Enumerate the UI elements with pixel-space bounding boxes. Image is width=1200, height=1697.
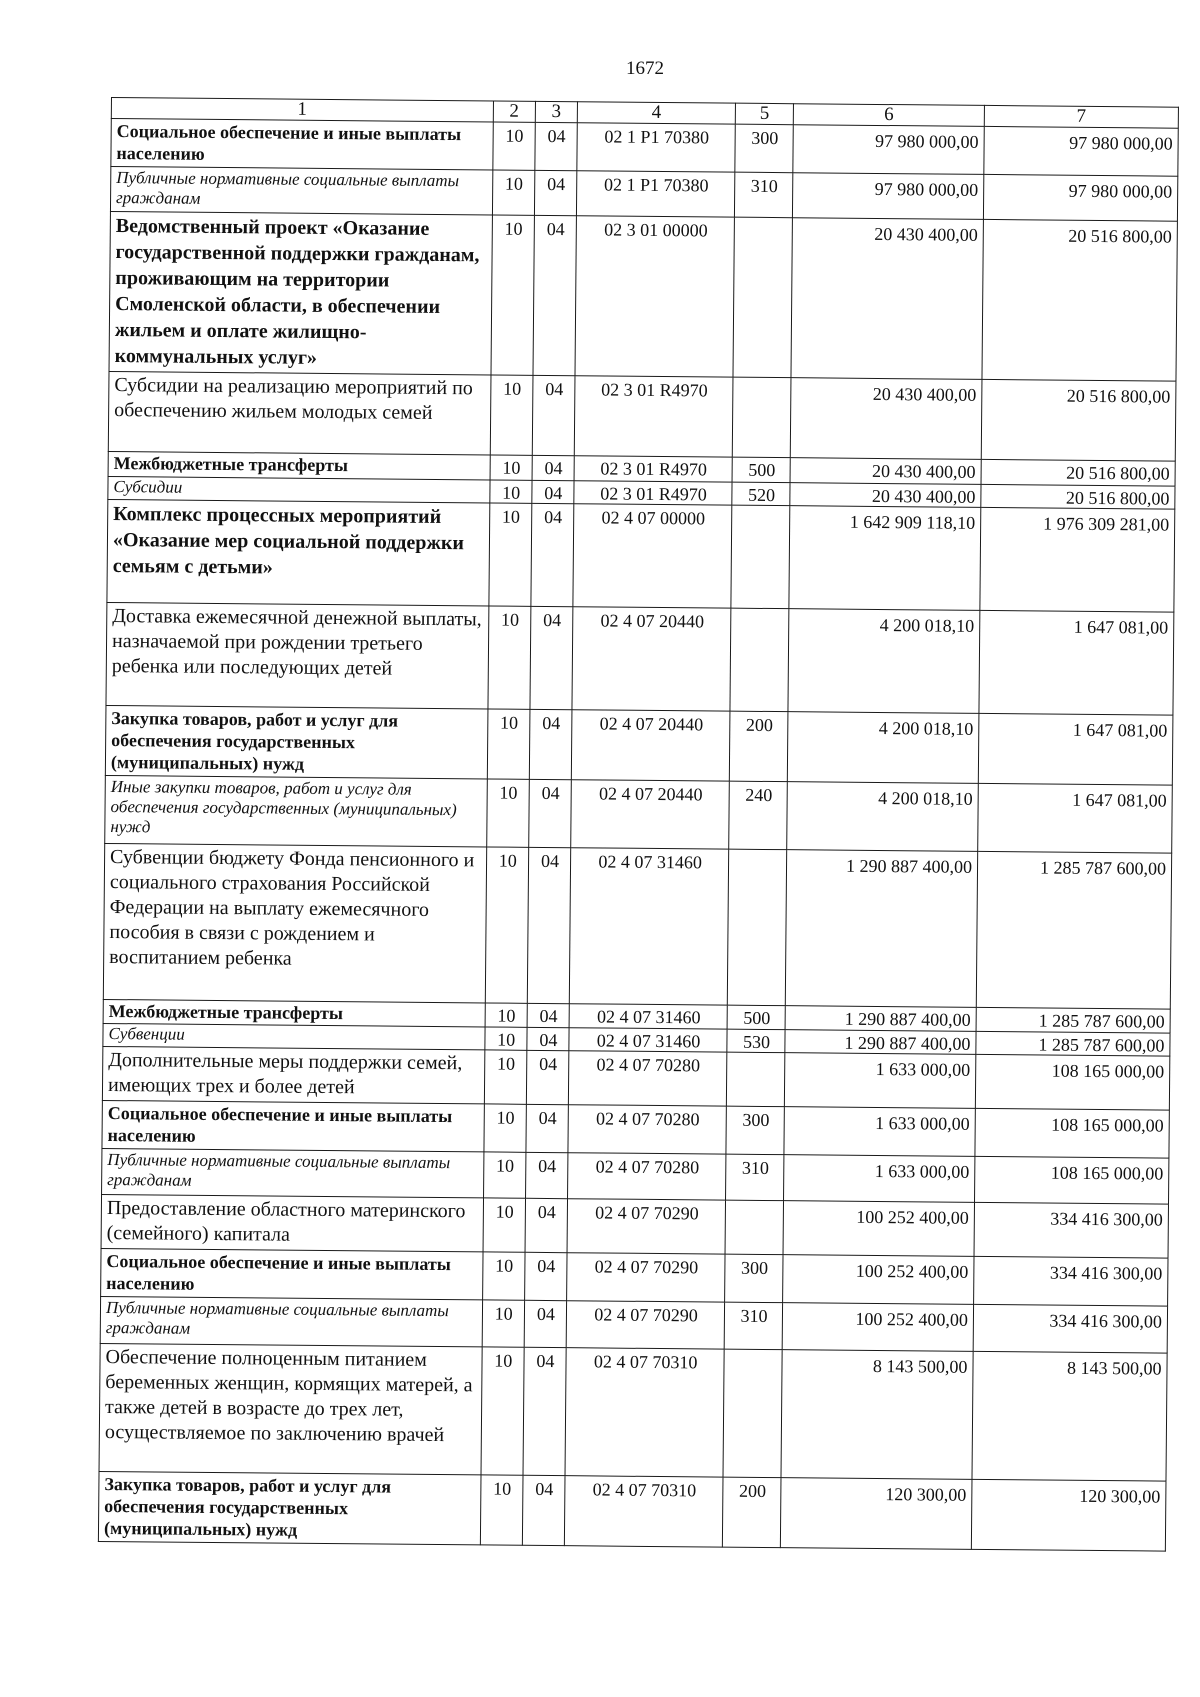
expense-type-cell: 310	[724, 1302, 782, 1350]
expense-type-cell: 200	[723, 1477, 782, 1548]
subsection-code-cell: 04	[530, 606, 573, 709]
subsection-code-cell: 04	[524, 1300, 567, 1347]
table-row	[102, 1046, 1169, 1110]
amount-year2-cell: 120 300,00	[971, 1479, 1166, 1551]
subsection-code-cell: 04	[527, 847, 571, 1003]
section-code-cell: 10	[485, 847, 529, 1003]
expense-type-cell	[733, 217, 792, 378]
target-article-cell: 02 3 01 00000	[575, 216, 735, 377]
table-row	[105, 775, 1173, 853]
target-article-cell: 02 1 Р1 70380	[577, 123, 736, 172]
subsection-code-cell: 04	[533, 215, 577, 375]
table-body	[98, 119, 1178, 1552]
row-name-cell: Публичные нормативные социальные выплаты гражданам	[100, 1296, 482, 1346]
target-article-cell: 02 1 Р1 70380	[576, 171, 735, 217]
amount-year1-cell: 4 200 018,10	[787, 712, 978, 784]
section-code-cell: 10	[492, 170, 535, 215]
section-code-cell: 10	[484, 1104, 527, 1152]
row-name-cell: Закупка товаров, работ и услуг для обеспечения государственных (муниципальных) нужд	[98, 1471, 480, 1544]
section-code-cell: 10	[489, 503, 532, 606]
row-name-cell: Обеспечение полноценным питанием беременных женщин, кормящих матерей, а также детей в возрасте до трех лет, осуществляемое по заключению врачей	[99, 1343, 482, 1474]
amount-year2-cell: 20 516 800,00	[981, 459, 1175, 486]
amount-year1-cell: 100 252 400,00	[783, 1201, 974, 1257]
row-name-cell: Публичные нормативные социальные выплаты гражданам	[102, 1148, 484, 1197]
row-name-cell: Субвенции	[103, 1023, 485, 1049]
amount-year1-cell: 97 980 000,00	[793, 125, 984, 175]
target-article-cell: 02 4 07 70310	[565, 1348, 724, 1477]
row-name-cell: Социальное обеспечение и иные выплаты населению	[102, 1100, 484, 1151]
section-code-cell: 10	[482, 1252, 525, 1300]
target-article-cell: 02 4 07 31460	[569, 848, 729, 1005]
amount-year2-cell: 108 165 000,00	[975, 1108, 1169, 1158]
subsection-code-cell: 04	[526, 1104, 569, 1152]
section-code-cell: 10	[484, 1050, 527, 1104]
amount-year1-cell: 1 642 909 118,10	[789, 506, 981, 611]
amount-year2-cell: 20 516 800,00	[981, 379, 1176, 461]
table-row	[108, 371, 1176, 461]
table-row	[101, 1194, 1168, 1258]
table-row	[98, 1471, 1166, 1551]
amount-year1-cell: 100 252 400,00	[782, 1303, 973, 1352]
subsection-code-cell: 04	[529, 709, 572, 779]
amount-year1-cell: 4 200 018,10	[787, 782, 978, 852]
section-code-cell: 10	[481, 1347, 524, 1475]
section-code-cell: 10	[483, 1198, 526, 1252]
subsection-code-cell: 04	[529, 779, 572, 847]
expense-type-cell: 500	[732, 457, 790, 483]
subsection-code-cell: 04	[525, 1198, 568, 1252]
row-name-cell: Предоставление областного материнского (семейного) капитала	[101, 1194, 483, 1251]
expense-type-cell: 200	[729, 711, 788, 782]
row-name-cell: Ведомственный проект «Оказание государственной поддержки гражданам, проживающим на территории Смоленской области, в обеспечении жильем и оплате жилищно-коммунальных услуг»	[109, 211, 492, 374]
expense-type-cell: 310	[726, 1154, 784, 1201]
amount-year2-cell: 1 285 787 600,00	[976, 1007, 1170, 1033]
header-cell: 6	[793, 104, 984, 127]
amount-year1-cell: 20 430 400,00	[791, 218, 983, 380]
target-article-cell: 02 3 01 R4970	[574, 481, 732, 505]
expense-type-cell	[730, 608, 789, 712]
expense-type-cell: 300	[735, 124, 793, 173]
row-name-cell: Иные закупки товаров, работ и услуг для обеспечения государственных (муниципальных) нужд	[105, 775, 487, 846]
section-code-cell: 10	[482, 1300, 525, 1347]
amount-year1-cell: 1 633 000,00	[785, 1053, 976, 1109]
expense-type-cell	[731, 505, 790, 609]
amount-year2-cell: 97 980 000,00	[984, 126, 1178, 176]
target-article-cell: 02 4 07 70290	[567, 1199, 726, 1254]
target-article-cell: 02 4 07 70290	[567, 1253, 726, 1302]
table-row	[99, 1343, 1167, 1481]
amount-year1-cell: 20 430 400,00	[790, 483, 981, 508]
expense-type-cell	[732, 377, 791, 458]
row-name-cell: Социальное обеспечение и иные выплаты населению	[111, 119, 493, 170]
amount-year2-cell: 334 416 300,00	[974, 1202, 1169, 1258]
subsection-code-cell: 04	[527, 1003, 569, 1027]
target-article-cell: 02 4 07 00000	[573, 504, 732, 608]
header-cell: 3	[535, 101, 577, 122]
expense-type-cell: 300	[726, 1106, 784, 1155]
amount-year1-cell: 1 290 887 400,00	[785, 850, 977, 1008]
amount-year2-cell: 334 416 300,00	[974, 1256, 1168, 1306]
subsection-code-cell: 04	[532, 480, 574, 503]
section-code-cell: 10	[491, 215, 535, 375]
target-article-cell: 02 4 07 70280	[568, 1153, 727, 1200]
row-name-cell: Субсидии	[108, 476, 490, 502]
page-number: 1672	[626, 58, 664, 79]
amount-year1-cell: 1 290 887 400,00	[785, 1030, 976, 1055]
amount-year1-cell: 20 430 400,00	[790, 378, 982, 460]
target-article-cell: 02 4 07 31460	[569, 1004, 727, 1029]
header-cell: 4	[577, 102, 735, 124]
subsection-code-cell: 04	[531, 503, 574, 606]
expense-type-cell	[727, 1052, 785, 1107]
target-article-cell: 02 3 01 R4970	[574, 456, 732, 482]
amount-year2-cell: 108 165 000,00	[974, 1156, 1168, 1204]
header-cell: 7	[984, 105, 1178, 128]
amount-year2-cell: 1 647 081,00	[978, 783, 1173, 853]
amount-year1-cell: 120 300,00	[781, 1478, 972, 1550]
target-article-cell: 02 4 07 20440	[571, 710, 730, 781]
target-article-cell: 02 4 07 70310	[564, 1476, 723, 1547]
amount-year2-cell: 1 285 787 600,00	[976, 1031, 1170, 1056]
amount-year1-cell: 97 980 000,00	[793, 173, 984, 220]
amount-year1-cell: 1 290 887 400,00	[785, 1006, 976, 1032]
target-article-cell: 02 3 01 R4970	[574, 376, 733, 457]
subsection-code-cell: 04	[523, 1347, 566, 1475]
amount-year1-cell: 1 633 000,00	[784, 1155, 975, 1203]
section-code-cell: 10	[493, 122, 536, 170]
section-code-cell: 10	[490, 455, 532, 480]
row-name-cell: Закупка товаров, работ и услуг для обеспечения государственных (муниципальных) нужд	[105, 705, 487, 778]
expense-type-cell: 500	[727, 1005, 785, 1030]
amount-year2-cell: 20 516 800,00	[981, 484, 1175, 509]
target-article-cell: 02 4 07 20440	[572, 607, 731, 711]
subsection-code-cell: 04	[527, 1027, 569, 1050]
subsection-code-cell: 04	[534, 170, 577, 215]
amount-year2-cell: 334 416 300,00	[973, 1304, 1167, 1353]
amount-year2-cell: 8 143 500,00	[972, 1351, 1167, 1481]
expense-type-cell	[723, 1349, 782, 1478]
amount-year2-cell: 1 976 309 281,00	[980, 507, 1175, 612]
section-code-cell: 10	[488, 606, 531, 709]
amount-year1-cell: 20 430 400,00	[790, 458, 981, 485]
row-name-cell: Доставка ежемесячной денежной выплаты, назначаемой при рождении третьего ребенка или последующих детей	[106, 602, 489, 708]
budget-table	[98, 97, 1179, 1552]
header-cell: 2	[493, 101, 535, 122]
amount-year1-cell: 100 252 400,00	[783, 1255, 974, 1305]
section-code-cell: 10	[485, 1027, 527, 1050]
subsection-code-cell: 04	[524, 1252, 567, 1300]
section-code-cell: 10	[490, 375, 533, 455]
target-article-cell: 02 4 07 70290	[566, 1301, 725, 1349]
header-cell: 1	[111, 98, 493, 122]
expense-type-cell	[727, 849, 786, 1006]
section-code-cell: 10	[485, 1003, 527, 1027]
table-row	[106, 602, 1174, 715]
section-code-cell: 10	[480, 1475, 523, 1545]
target-article-cell: 02 4 07 70280	[568, 1051, 727, 1106]
table-row	[107, 499, 1175, 612]
header-cell: 5	[735, 103, 793, 125]
amount-year2-cell: 1 647 081,00	[979, 610, 1174, 715]
amount-year2-cell: 97 980 000,00	[983, 174, 1177, 221]
row-name-cell: Публичные нормативные социальные выплаты гражданам	[110, 167, 492, 215]
amount-year2-cell: 1 285 787 600,00	[976, 851, 1171, 1009]
amount-year2-cell: 1 647 081,00	[978, 713, 1173, 785]
target-article-cell: 02 4 07 20440	[571, 780, 730, 849]
amount-year1-cell: 4 200 018,10	[788, 609, 980, 714]
target-article-cell: 02 4 07 31460	[569, 1028, 727, 1052]
expense-type-cell: 240	[729, 781, 788, 850]
section-code-cell: 10	[490, 480, 532, 503]
subsection-code-cell: 04	[535, 122, 578, 170]
subsection-code-cell: 04	[532, 455, 574, 480]
section-code-cell: 10	[486, 779, 529, 847]
expense-type-cell: 300	[725, 1254, 783, 1303]
row-name-cell: Межбюджетные трансферты	[103, 999, 485, 1026]
row-name-cell: Социальное обеспечение и иные выплаты населению	[101, 1248, 483, 1299]
amount-year2-cell: 20 516 800,00	[982, 219, 1177, 381]
amount-year1-cell: 8 143 500,00	[781, 1350, 973, 1480]
expense-type-cell: 530	[727, 1029, 785, 1053]
section-code-cell: 10	[487, 709, 530, 779]
section-code-cell: 10	[483, 1152, 526, 1198]
expense-type-cell: 310	[735, 172, 793, 218]
table-row	[105, 705, 1173, 785]
row-name-cell: Межбюджетные трансферты	[108, 451, 490, 479]
subsection-code-cell: 04	[522, 1475, 565, 1545]
row-name-cell: Дополнительные меры поддержки семей, имеющих трех и более детей	[102, 1046, 484, 1103]
subsection-code-cell: 04	[526, 1050, 569, 1104]
expense-type-cell: 520	[732, 482, 790, 506]
amount-year2-cell: 108 165 000,00	[975, 1054, 1170, 1110]
table-row	[103, 843, 1171, 1009]
subsection-code-cell: 04	[532, 375, 575, 455]
row-name-cell: Комплекс процессных мероприятий «Оказание мер социальной поддержки семьям с детьми»	[107, 499, 490, 605]
row-name-cell: Субвенции бюджету Фонда пенсионного и социального страхования Российской Федерации на выплату ежемесячного пособия в связи с рождением и воспитанием ребенка	[103, 843, 486, 1002]
target-article-cell: 02 4 07 70280	[568, 1105, 727, 1154]
expense-type-cell	[725, 1200, 783, 1255]
table-row	[109, 211, 1177, 381]
row-name-cell: Субсидии на реализацию мероприятий по обеспечению жильем молодых семей	[108, 371, 490, 454]
amount-year1-cell: 1 633 000,00	[784, 1107, 975, 1157]
subsection-code-cell: 04	[525, 1152, 568, 1198]
